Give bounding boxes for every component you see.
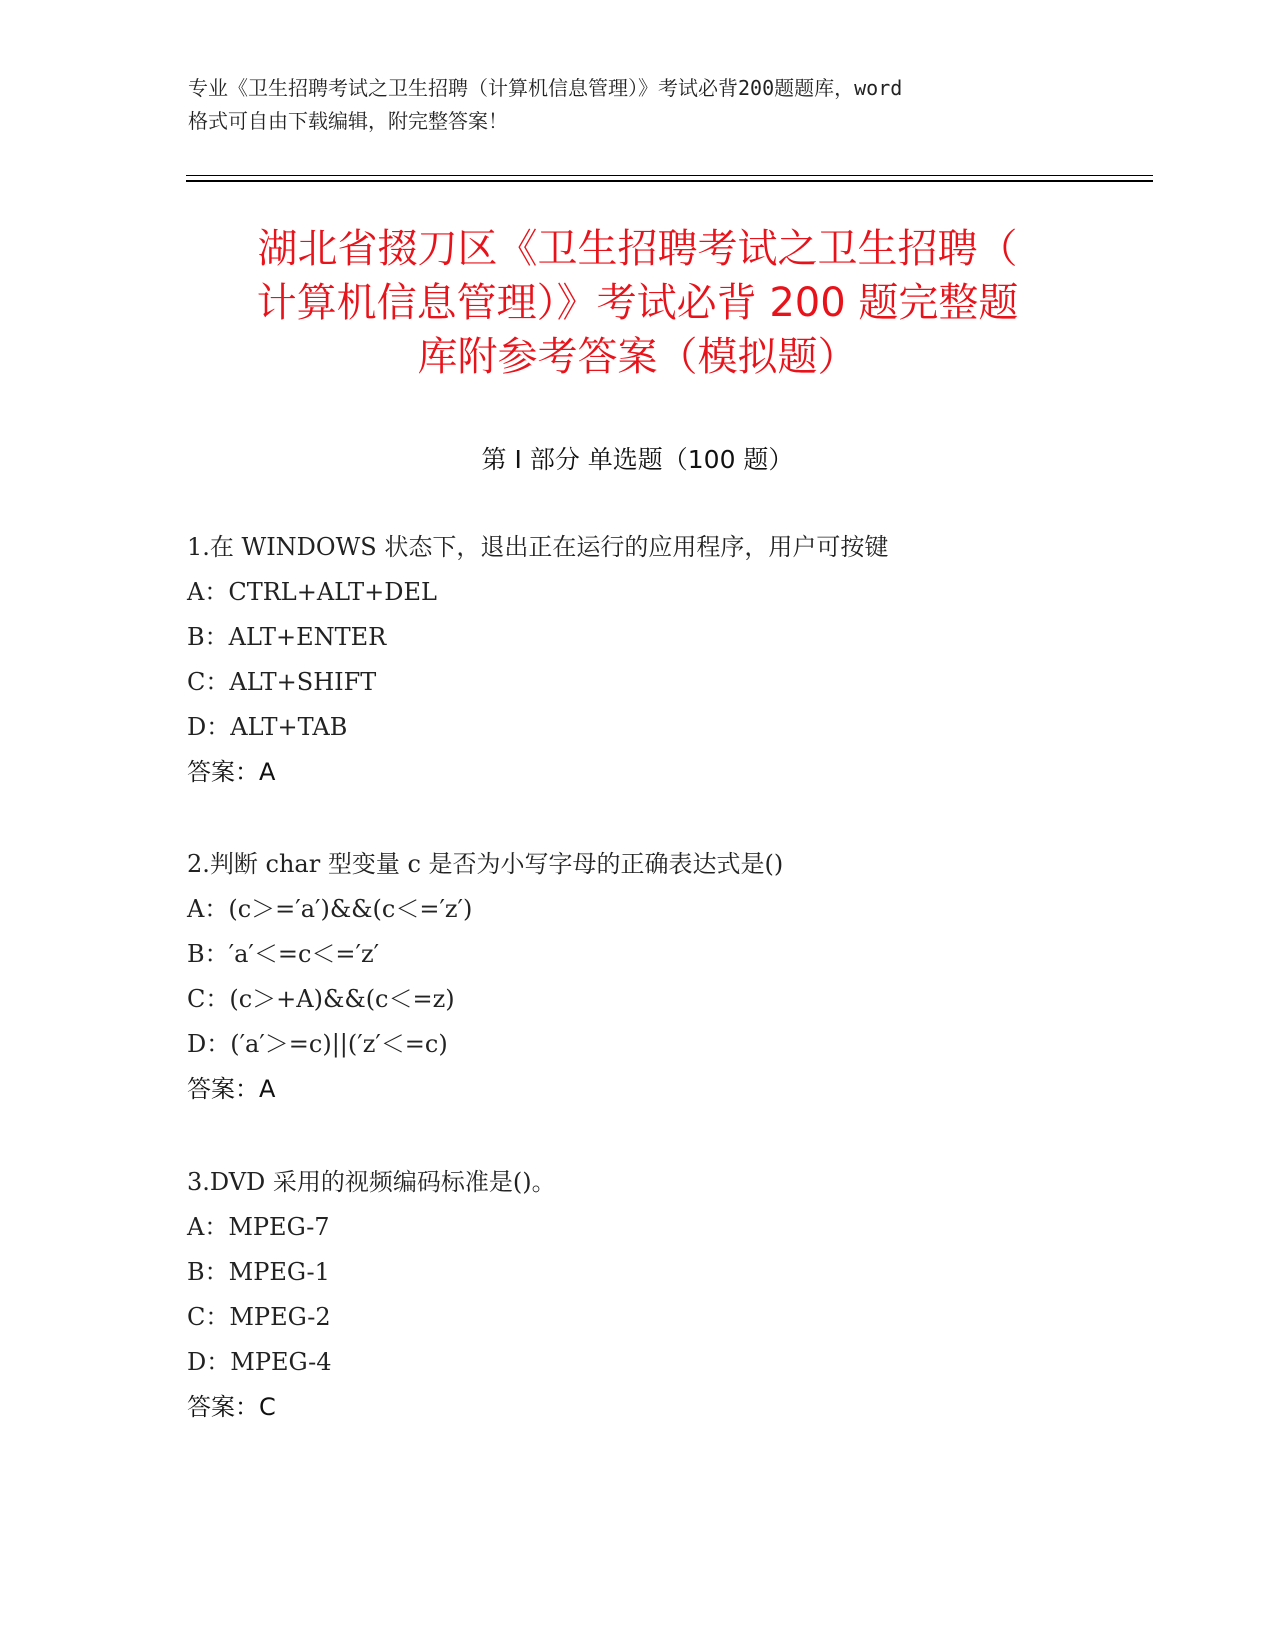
- answer: 答案：A: [187, 1075, 276, 1103]
- header-divider-thin: [186, 175, 1153, 176]
- document-title-line-2: 计算机信息管理）》考试必背 200 题完整题: [256, 280, 1019, 326]
- header-note-line-1: 专业《卫生招聘考试之卫生招聘（计算机信息管理）》考试必背200题题库，word: [188, 76, 903, 100]
- option-a: A：CTRL+ALT+DEL: [187, 578, 437, 606]
- document-title-line-1: 湖北省掇刀区《卫生招聘考试之卫生招聘（: [257, 226, 1018, 272]
- question-stem: 1.在 WINDOWS 状态下，退出正在运行的应用程序，用户可按键: [187, 533, 889, 561]
- answer: 答案：A: [187, 758, 276, 786]
- answer: 答案：C: [187, 1393, 276, 1421]
- question-stem: 2.判断 char 型变量 c 是否为小写字母的正确表达式是(): [187, 850, 784, 878]
- section-heading: 第 I 部分 单选题（100 题）: [481, 445, 794, 474]
- option-b: B：MPEG-1: [187, 1258, 330, 1286]
- header-divider-thick: [186, 180, 1153, 182]
- option-d: D：(′a′＞=c)||(′z′＜=c): [187, 1030, 448, 1058]
- document-title-line-3: 库附参考答案（模拟题）: [417, 334, 858, 380]
- question-2: [187, 842, 1187, 1112]
- option-b: B：′a′＜=c＜=′z′: [187, 940, 380, 968]
- option-a: A：MPEG-7: [187, 1213, 330, 1241]
- option-c: C：MPEG-2: [187, 1303, 331, 1331]
- question-1: [187, 525, 1187, 795]
- document-title: [150, 222, 1125, 384]
- option-a: A：(c＞=′a′)&&(c＜=′z′): [187, 895, 473, 923]
- header-note: [188, 72, 1088, 138]
- option-c: C：ALT+SHIFT: [187, 668, 377, 696]
- option-d: D：MPEG-4: [187, 1348, 332, 1376]
- question-stem: 3.DVD 采用的视频编码标准是()。: [187, 1168, 556, 1196]
- option-b: B：ALT+ENTER: [187, 623, 387, 651]
- option-c: C：(c＞+A)&&(c＜=z): [187, 985, 455, 1013]
- question-3: [187, 1160, 1187, 1430]
- option-d: D：ALT+TAB: [187, 713, 348, 741]
- header-note-line-2: 格式可自由下载编辑，附完整答案！: [188, 109, 508, 133]
